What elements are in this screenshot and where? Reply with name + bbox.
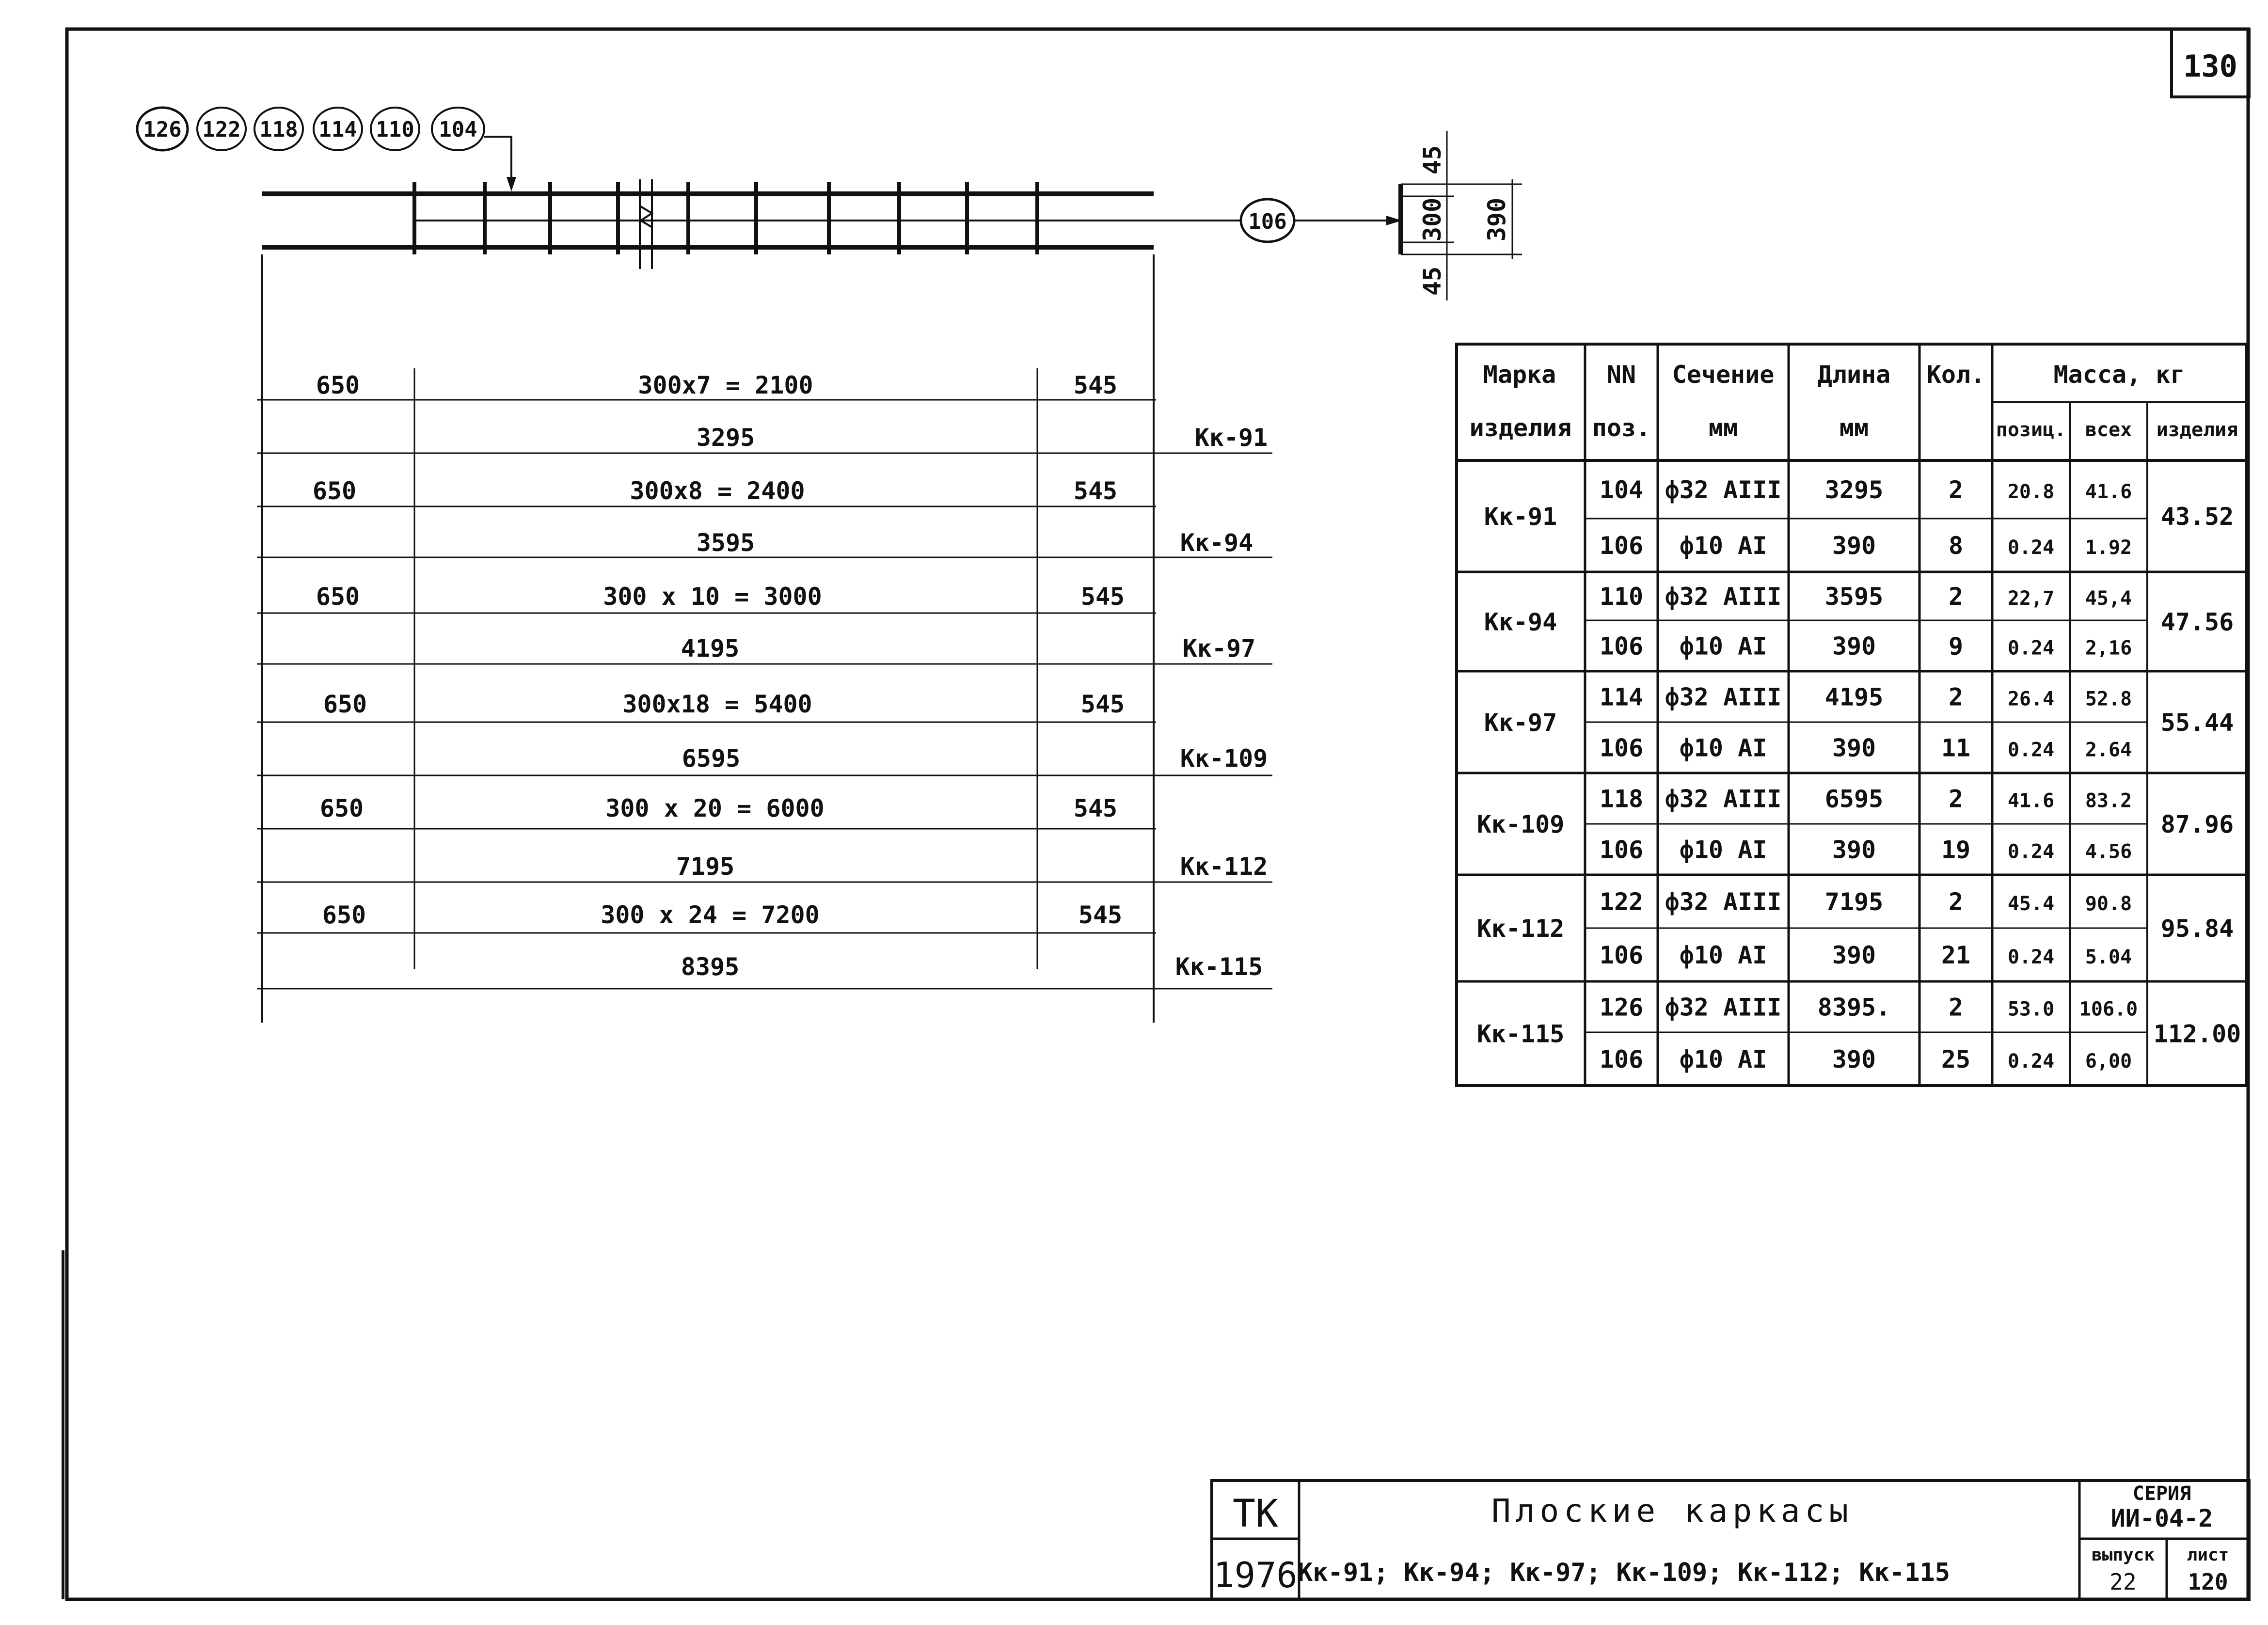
th-dlina: Длина (1817, 361, 1891, 389)
dim-left: 650 (323, 690, 367, 718)
mark-leader-arrow (507, 177, 516, 191)
cell-kol: 8 (1948, 532, 1964, 560)
cell-kol: 2 (1948, 785, 1964, 813)
cell-pozm: 53.0 (2007, 998, 2055, 1021)
th-poz: поз. (1592, 414, 1651, 442)
group-mark: Кк-91 (1484, 503, 1557, 531)
dimension-row (257, 583, 1272, 664)
cell-pozm: 0.24 (2007, 739, 2055, 761)
dim-left: 650 (319, 794, 364, 822)
frame-label: Кк-94 (1180, 529, 1253, 557)
org-code: ТК (1233, 1492, 1278, 1536)
mark-label-106: 106 (1248, 209, 1287, 234)
th-kol: Кол. (1926, 361, 1985, 389)
cell-vseh: 90.8 (2085, 893, 2132, 915)
th-izdeliya: изделия (1469, 414, 1572, 442)
mark-label-104: 104 (439, 117, 477, 142)
cell-poz: 110 (1599, 583, 1644, 611)
dim-middle: 300x18 = 5400 (622, 690, 812, 718)
section-inner-height: 300 (1418, 197, 1446, 242)
dim-left: 650 (312, 477, 357, 505)
cell-pozm: 20.8 (2007, 481, 2055, 503)
cell-vseh: 2.64 (2085, 739, 2132, 761)
th-nn: NN (1606, 361, 1636, 389)
th-marka: Марка (1483, 361, 1556, 389)
frame-label: Кк-112 (1180, 852, 1268, 881)
cell-poz: 106 (1599, 734, 1644, 762)
issue-label: выпуск (2091, 1545, 2155, 1565)
cell-poz: 106 (1599, 532, 1644, 560)
dim-total: 8395 (681, 953, 740, 981)
cell-poz: 106 (1599, 941, 1644, 969)
section-outer-height: 390 (1483, 197, 1511, 242)
cell-kol: 2 (1948, 888, 1964, 916)
dim-right: 545 (1073, 794, 1118, 822)
cell-sech: ф10 АI (1679, 941, 1767, 969)
cell-len: 390 (1832, 734, 1876, 762)
cell-len: 4195 (1824, 683, 1884, 711)
cell-vseh: 5.04 (2085, 946, 2132, 968)
cell-kol: 2 (1948, 476, 1964, 504)
cell-sech: ф10 АI (1679, 532, 1767, 560)
cell-len: 3295 (1824, 476, 1884, 504)
cell-len: 8395. (1817, 993, 1891, 1022)
cell-kol: 11 (1941, 734, 1971, 762)
cell-vseh: 45,4 (2085, 587, 2132, 610)
sheet-label: лист (2187, 1545, 2229, 1565)
dim-total: 3295 (696, 424, 755, 452)
cell-kol: 2 (1948, 993, 1964, 1022)
cell-pozm: 0.24 (2007, 536, 2055, 559)
table-border (1457, 344, 2247, 1086)
cell-poz: 104 (1599, 476, 1644, 504)
position-marks (137, 108, 516, 191)
series: ИИ-04-2 (2110, 1504, 2213, 1532)
th-sech-unit: мм (1708, 414, 1738, 442)
frame-label: Кк-109 (1180, 744, 1268, 773)
cell-poz: 106 (1599, 632, 1644, 661)
cell-pozm: 0.24 (2007, 946, 2055, 968)
cell-pozm: 45.4 (2007, 893, 2055, 915)
cell-kol: 2 (1948, 683, 1964, 711)
th-vseh: всех (2085, 419, 2132, 441)
bar-106-callout (1241, 199, 1402, 242)
group-mark: Кк-97 (1484, 709, 1557, 737)
cell-poz: 106 (1599, 836, 1644, 864)
sheet-title: Плоские каркасы (1491, 1492, 1854, 1530)
dimension-row (257, 794, 1272, 882)
dim-total: 3595 (696, 529, 755, 557)
mark-label-114: 114 (318, 117, 357, 142)
dim-left: 650 (316, 583, 360, 611)
sheet: 120 (2188, 1569, 2228, 1595)
dim-right: 545 (1078, 901, 1123, 929)
mark-label-122: 122 (202, 117, 241, 142)
cell-sech: ф10 АI (1679, 1045, 1767, 1073)
cell-pozm: 26.4 (2007, 688, 2055, 710)
cell-poz: 114 (1599, 683, 1644, 711)
cell-sech: ф10 АI (1679, 632, 1767, 661)
cell-len: 390 (1832, 532, 1876, 560)
th-pozits: позиц. (1996, 419, 2066, 441)
cell-len: 390 (1832, 632, 1876, 661)
table-body (1477, 476, 2241, 1073)
dim-middle: 300x7 = 2100 (638, 371, 813, 399)
dim-right: 545 (1073, 371, 1118, 399)
group-total: 112.00 (2153, 1020, 2241, 1048)
cell-len: 3595 (1824, 583, 1884, 611)
cell-sech: ф10 АI (1679, 836, 1767, 864)
cell-vseh: 106.0 (2079, 998, 2138, 1021)
cell-vseh: 1.92 (2085, 536, 2132, 559)
group-mark: Кк-112 (1476, 915, 1565, 943)
cell-pozm: 0.24 (2007, 840, 2055, 863)
sheet-number: 130 (2183, 48, 2237, 84)
group-total: 95.84 (2160, 915, 2234, 943)
cell-vseh: 52.8 (2085, 688, 2132, 710)
series-label: СЕРИЯ (2132, 1483, 2191, 1505)
group-mark: Кк-115 (1476, 1020, 1565, 1048)
th-massa: Масса, кг (2053, 361, 2185, 389)
cell-sech: ф32 АIII (1665, 583, 1782, 611)
dim-middle: 300 x 24 = 7200 (601, 901, 820, 929)
dimension-row (257, 901, 1272, 989)
cell-sech: ф32 АIII (1665, 683, 1782, 711)
cell-sech: ф32 АIII (1665, 785, 1782, 813)
title-block-text (1213, 1483, 2229, 1595)
mark-label-126: 126 (143, 117, 182, 142)
group-total: 43.52 (2160, 503, 2234, 531)
cell-pozm: 22,7 (2007, 587, 2055, 610)
cell-poz: 122 (1599, 888, 1644, 916)
cell-poz: 118 (1599, 785, 1644, 813)
sheet-subtitle: Кк-91; Кк-94; Кк-97; Кк-109; Кк-112; Кк-115 (1297, 1558, 1951, 1587)
cell-pozm: 41.6 (2007, 789, 2055, 812)
cell-vseh: 83.2 (2085, 789, 2132, 812)
cell-sech: ф32 АIII (1665, 888, 1782, 916)
cell-pozm: 0.24 (2007, 637, 2055, 660)
issue: 22 (2109, 1569, 2137, 1595)
dim-left: 650 (322, 901, 366, 929)
group-total: 55.44 (2160, 709, 2234, 737)
cell-kol: 9 (1948, 632, 1964, 661)
cell-vseh: 6,00 (2085, 1050, 2132, 1073)
cell-vseh: 2,16 (2085, 637, 2132, 660)
cell-len: 390 (1832, 1045, 1876, 1073)
cell-len: 6595 (1824, 785, 1884, 813)
dim-total: 7195 (676, 852, 735, 881)
cell-poz: 106 (1599, 1045, 1644, 1073)
dimension-row (257, 690, 1272, 775)
cell-sech: ф10 АI (1679, 734, 1767, 762)
cell-len: 390 (1832, 941, 1876, 969)
mark-label-110: 110 (376, 117, 414, 142)
mark-leader-line (484, 137, 511, 182)
th-sechenie: Сечение (1672, 361, 1775, 389)
cell-kol: 25 (1941, 1045, 1971, 1073)
group-total: 87.96 (2160, 810, 2234, 838)
dim-right: 545 (1080, 583, 1125, 611)
cell-sech: ф32 АIII (1665, 476, 1782, 504)
group-mark: Кк-94 (1484, 608, 1557, 636)
cell-len: 7195 (1824, 888, 1884, 916)
th-dlina-unit: мм (1839, 414, 1869, 442)
group-mark: Кк-109 (1476, 810, 1565, 838)
dimension-rows (257, 371, 1272, 989)
cell-len: 390 (1832, 836, 1876, 864)
break-zigzag (640, 206, 653, 228)
dimension-row (257, 477, 1272, 557)
dim-total: 6595 (682, 744, 741, 773)
frame-label: Кк-115 (1175, 953, 1263, 981)
dimension-row (257, 371, 1272, 453)
cell-poz: 126 (1599, 993, 1644, 1022)
cell-vseh: 4.56 (2085, 840, 2132, 863)
section-top-offset: 45 (1418, 145, 1446, 175)
cell-pozm: 0.24 (2007, 1050, 2055, 1073)
dim-middle: 300 x 10 = 3000 (603, 583, 822, 611)
section-bottom-offset: 45 (1418, 266, 1446, 296)
dim-left: 650 (316, 371, 360, 399)
mark-label-118: 118 (259, 117, 298, 142)
spec-table (1457, 344, 2247, 1086)
year: 1976 (1213, 1555, 1298, 1595)
cell-vseh: 41.6 (2085, 481, 2132, 503)
cell-kol: 19 (1941, 836, 1971, 864)
dim-middle: 300 x 20 = 6000 (605, 794, 825, 822)
frame-label: Кк-91 (1194, 424, 1268, 452)
section-detail (1401, 131, 1522, 300)
dim-right: 545 (1080, 690, 1125, 718)
cell-kol: 2 (1948, 583, 1964, 611)
group-total: 47.56 (2160, 608, 2234, 636)
th-izd: изделия (2156, 419, 2238, 441)
dim-right: 545 (1073, 477, 1118, 505)
frame-label: Кк-97 (1182, 634, 1256, 663)
frame-border (67, 29, 2248, 1599)
cell-kol: 21 (1941, 941, 1971, 969)
dim-middle: 300x8 = 2400 (630, 477, 805, 505)
dim-total: 4195 (681, 634, 740, 663)
cell-sech: ф32 АIII (1665, 993, 1782, 1022)
